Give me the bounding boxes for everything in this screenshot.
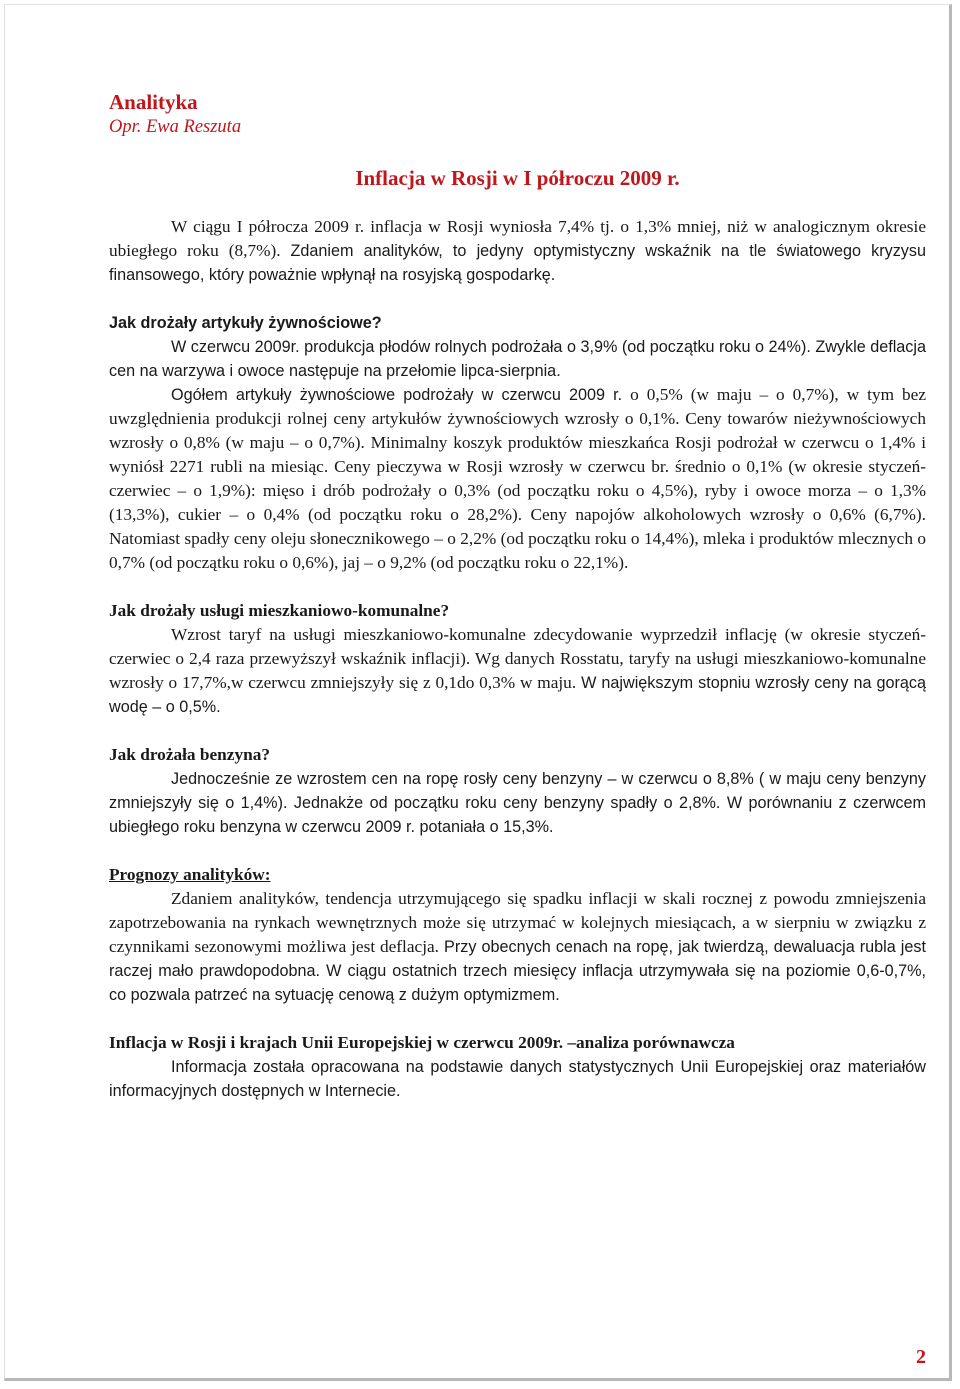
document-title: Inflacja w Rosji w I półroczu 2009 r. (355, 166, 680, 190)
food-summary-lead: Ogółem artykuły żywnościowe podrożały w czerwcu 2009 r. (171, 386, 623, 404)
forecast-body: Zdaniem analityków, tendencja utrzymującego się spadku inflacji w skali rocznej z powodu zmniejszenia zapotrzebowania na rynkach wewnętrznych może się utrzymać w kolejnych miesiącach, a w sierpniu w związku z czynnikami sezonowymi możliwa jest deflacja. (109, 889, 926, 956)
food-summary-rest: o 0,5% (w maju – o 0,7%), w tym bez uwzględnienia produkcji rolnej ceny artykułów żywnościowych wzrosły o 0,1%. Ceny towarów nieżywnościowych wzrosły o 0,8% (w maju – o 0,7%). Minimalny koszyk produktów mieszkańca Rosji podrożał w czerwcu o 1,4% i wyniósł 2271 rubli na miesiąc. Ceny pieczywa w Rosji wzrosły w czerwcu br. średnio o 0,1% (w okresie styczeń-czerwiec – o 1,9%): mięso i drób podrożały o 0,3% (od początku roku o 4,5%), ryby i owoce morza – o 1,3% (13,3%), cukier – o 0,4% (od początku roku o 28,2%). Ceny napojów alkoholowych wzrosły o 0,6% (6,7%). Natomiast spadły ceny oleju słonecznikowego – o 2,2% (od początku roku o 14,4%), mleka i produktów mlecznych o 0,7% (od początku roku o 0,6%), jaj – o 9,2% (od początku roku o 22,1%). (109, 385, 927, 572)
utilities-body-tail: W największym stopniu wzrosły ceny na gorącą wodę – o 0,5%. (109, 674, 926, 716)
fuel-paragraph (109, 767, 926, 839)
food-paragraph-1: W czerwcu 2009r. produkcja płodów rolnych podrożała o 3,9% (od początku roku o 24%). Zwykle deflacja cen na warzywa i owoce następuje na przełomie lipca-sierpnia. (109, 338, 926, 380)
section-label: Analityka (109, 90, 198, 114)
document-body (109, 88, 926, 1103)
page-number: 2 (916, 1346, 926, 1368)
fuel-heading: Jak drożała benzyna? (109, 745, 270, 764)
eu-comparison-heading: Inflacja w Rosji i krajach Unii Europejskiej w czerwcu 2009r. –analiza porównawcza (109, 1033, 735, 1052)
intro-sentence-a: W ciągu I półrocza 2009 r. inflacja w Rosji wyniosła 7,4% tj. o 1,3% mniej, niż w analogicznym okresie ubiegłego roku (8,7%). (109, 217, 926, 260)
food-paragraph-2 (109, 383, 926, 575)
forecast-body-tail: Przy obecnych cenach na ropę, jak twierdzą, dewaluacja rubla jest raczej mało prawdopodobna. W ciągu ostatnich trzech miesięcy inflacja utrzymywała się na poziomie 0,6-0,7%, co pozwala patrzeć na sytuację cenową z dużym optymizmem. (109, 938, 926, 1004)
eu-comparison-paragraph: Informacja została opracowana na podstawie danych statystycznych Unii Europejskiej oraz materiałów informacyjnych dostępnych w Internecie. (109, 1058, 926, 1100)
fuel-body-b: Jednakże od początku roku ceny benzyny spadły o 2,8%. W porównaniu z czerwcem ubiegłego roku benzyna w czerwcu 2009 r. potaniała o 15,3%. (109, 794, 926, 836)
intro-paragraph (109, 215, 926, 287)
intro-sentence-b: Zdaniem analityków, to jedyny optymistyczny wskaźnik na tle światowego kryzysu finansowego, który poważnie wpłynął na rosyjską gospodarkę. (109, 242, 926, 284)
forecast-heading: Prognozy analityków: (109, 865, 271, 884)
utilities-paragraph (109, 623, 926, 719)
utilities-body: Wzrost taryf na usługi mieszkaniowo-komunalne zdecydowanie wyprzedził inflację (w okresie styczeń-czerwiec o 2,4 raza przewyższył wskaźnik inflacji). Wg danych Rosstatu, taryfy na usługi mieszkaniowo-komunalne wzrosły o 17,7%,w czerwcu zmniejszyły się z 0,1do 0,3% w maju. (109, 625, 926, 692)
food-heading: Jak drożały artykuły żywnościowe? (109, 314, 382, 332)
forecast-paragraph (109, 887, 926, 1007)
fuel-body-a: Jednocześnie ze wzrostem cen na ropę rosły ceny benzyny – w czerwcu o 8,8% ( w maju ceny benzyny zmniejszyły się o 1,4%). (109, 770, 926, 812)
utilities-heading: Jak drożały usługi mieszkaniowo-komunalne? (109, 601, 450, 620)
author-line: Opr. Ewa Reszuta (109, 117, 242, 137)
